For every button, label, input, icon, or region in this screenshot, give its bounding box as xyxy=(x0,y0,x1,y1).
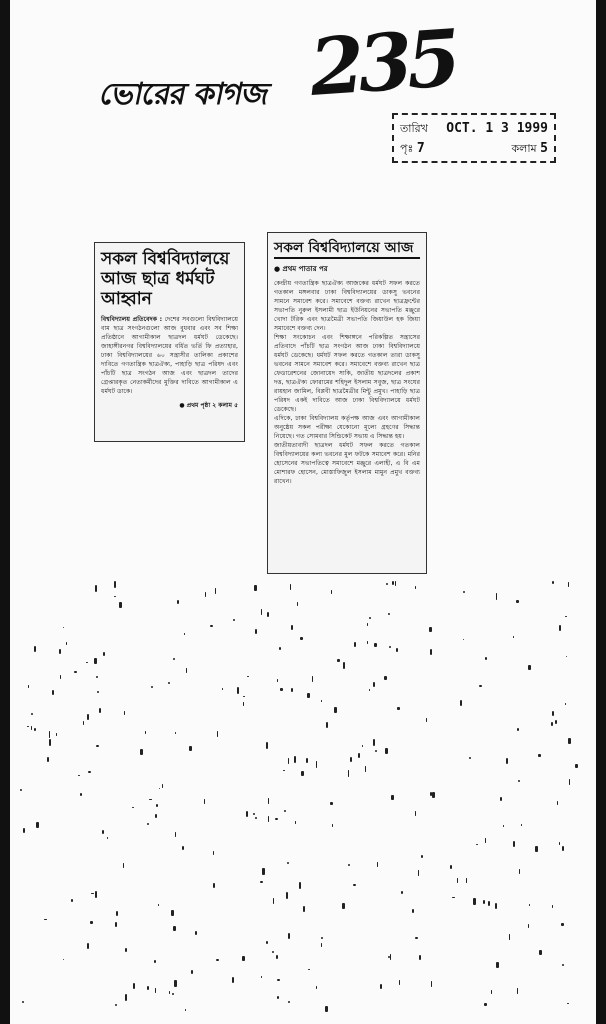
scan-speck xyxy=(484,1003,487,1005)
scan-speck xyxy=(34,728,36,731)
scan-speck xyxy=(431,981,432,987)
scan-speck xyxy=(321,937,324,939)
scan-speck xyxy=(469,757,470,759)
clipping-2-paragraph-2: শিক্ষা সংকোচন এবং শিক্ষাঙ্গনে পরিকল্পিত সন্ত্রাসের প্রতিবাদে পাঁচটি ছাত্র সংগঠন আজ ঢাকা বিশ্ববিদ্যালয়ে ধর্মঘট ডেকেছে। ধর্মঘট সফল করতে গতকাল তারা ডাকসু ভবনের সামনে সমাবেশ করে। সমাবেশে বক্তব্য রাখেন ছাত্র ফেডারেশনের জোনায়েদ সাকি, জাতীয় ছাত্রদলের প্রকাশ দত্ত, ছাত্রঐক্য ফোরামের শহিদুল ইসলাম সবুজ, ছাত্র সংঘের রায়হান জামিল, বিপ্লবী ছাত্রমৈত্রীর মিন্টু প্রমুখ। পাহাড়ি ছাত্র পরিষদ একই দাবিতে আজ ঢাকা বিশ্ববিদ্যালয়ে ধর্মঘট ডেকেছে। xyxy=(274,334,420,413)
scan-speck xyxy=(432,792,435,798)
scan-speck xyxy=(49,739,51,746)
scan-speck xyxy=(397,707,400,710)
scan-speck xyxy=(528,924,529,928)
scan-speck xyxy=(421,855,423,858)
scan-speck xyxy=(177,600,180,604)
scan-speck xyxy=(88,771,91,773)
scan-speck xyxy=(575,764,578,768)
scan-speck xyxy=(388,956,389,958)
newspaper-masthead: ভোরের কাগজ xyxy=(96,77,272,112)
scan-speck xyxy=(44,919,47,921)
scan-speck xyxy=(125,948,127,952)
scan-speck xyxy=(389,646,391,648)
scan-speck xyxy=(87,714,89,720)
scan-speck xyxy=(552,711,555,716)
scan-speck xyxy=(373,682,376,687)
scan-speck xyxy=(557,801,558,804)
scan-speck xyxy=(247,676,249,677)
scan-speck xyxy=(288,933,290,940)
scan-border-left xyxy=(0,0,10,1024)
scan-speck xyxy=(367,641,368,643)
scan-speck xyxy=(31,713,33,714)
scan-speck xyxy=(262,868,265,874)
scan-speck xyxy=(28,685,29,688)
scan-speck xyxy=(49,731,51,738)
scan-speck xyxy=(350,757,352,763)
scan-speck xyxy=(233,619,235,621)
scan-speck xyxy=(172,993,174,995)
scan-speck xyxy=(260,881,263,883)
scan-speck xyxy=(34,646,36,651)
scan-speck xyxy=(267,612,270,616)
scan-speck xyxy=(63,627,64,628)
scan-speck xyxy=(158,904,159,905)
scan-speck xyxy=(99,708,101,713)
clipping-1-headline: সকল বিশ্ববিদ্যালয়ে আজ ছাত্র ধর্মঘট আহ্বান xyxy=(101,249,230,309)
date-stamp xyxy=(392,113,556,163)
scan-speck xyxy=(125,994,126,1000)
scan-speck xyxy=(466,878,467,883)
scan-speck xyxy=(273,898,275,905)
handwritten-number: 235 xyxy=(307,13,458,114)
scan-speck xyxy=(473,898,476,905)
scan-speck xyxy=(375,750,378,752)
scan-speck xyxy=(388,613,390,615)
scan-speck xyxy=(297,602,299,606)
scan-speck xyxy=(495,903,497,909)
scan-speck xyxy=(353,884,355,885)
scan-speck xyxy=(331,590,333,593)
scan-speck xyxy=(460,700,462,707)
scan-speck xyxy=(343,662,345,669)
scan-speck xyxy=(286,892,288,899)
scan-speck xyxy=(277,996,280,999)
scan-speck xyxy=(321,700,323,702)
scan-speck xyxy=(418,870,419,876)
scan-speck xyxy=(485,838,486,843)
stamp-page-value: 7 xyxy=(416,141,425,156)
clipping-2-body xyxy=(274,279,420,486)
scan-speck xyxy=(559,842,561,845)
scan-speck xyxy=(140,749,142,754)
scan-speck xyxy=(87,943,90,949)
scan-speck xyxy=(568,738,570,744)
scan-speck xyxy=(521,824,522,826)
scan-speck xyxy=(500,797,503,801)
scan-speck xyxy=(277,679,278,683)
scan-speck xyxy=(115,922,117,927)
stamp-page-label: পৃঃ xyxy=(400,142,414,155)
scan-speck xyxy=(463,639,464,640)
archive-page xyxy=(10,0,596,1024)
scan-speck xyxy=(266,742,268,748)
scan-speck xyxy=(509,934,511,940)
scan-speck xyxy=(124,711,125,716)
scan-speck xyxy=(348,770,349,777)
scan-speck xyxy=(60,675,61,679)
scan-speck xyxy=(450,865,452,869)
scan-speck xyxy=(204,799,205,804)
scan-speck xyxy=(496,593,497,600)
scan-speck xyxy=(395,581,396,586)
scan-speck xyxy=(491,990,493,994)
scan-speck xyxy=(173,926,176,930)
scan-speck xyxy=(483,900,485,904)
stamp-column-value: 5 xyxy=(540,141,548,156)
scan-speck xyxy=(559,625,561,631)
scan-speck xyxy=(362,745,363,747)
scan-speck xyxy=(390,954,391,960)
news-clipping-2 xyxy=(267,232,427,574)
scan-speck xyxy=(280,688,283,691)
scan-speck xyxy=(90,921,93,924)
scan-speck xyxy=(565,703,566,705)
scan-speck xyxy=(222,688,223,690)
scan-speck xyxy=(308,969,311,970)
scan-speck xyxy=(538,754,541,758)
scan-speck xyxy=(91,893,94,894)
news-clipping-1 xyxy=(94,242,245,442)
scan-speck xyxy=(232,977,235,984)
scan-speck xyxy=(519,869,521,874)
scan-speck xyxy=(215,588,217,594)
scan-speck xyxy=(415,937,418,939)
clipping-2-headline: সকল বিশ্ববিদ্যালয়ে আজ xyxy=(274,239,420,259)
scan-speck xyxy=(261,609,262,616)
scan-speck xyxy=(384,676,387,680)
scan-speck xyxy=(189,746,192,751)
scan-speck xyxy=(330,802,333,805)
scan-speck xyxy=(114,596,115,597)
scan-speck xyxy=(115,1004,117,1006)
scan-speck xyxy=(237,687,239,694)
scan-speck xyxy=(391,795,394,800)
scan-speck xyxy=(36,822,38,827)
scan-speck xyxy=(334,707,337,713)
scan-speck xyxy=(71,899,73,901)
scan-speck xyxy=(412,909,414,913)
scan-speck xyxy=(539,950,541,955)
scan-speck xyxy=(66,642,67,645)
scan-speck xyxy=(59,649,60,654)
scan-speck xyxy=(299,882,302,888)
scan-speck xyxy=(145,731,146,734)
scan-speck xyxy=(156,804,158,806)
scan-speck xyxy=(186,668,187,673)
scan-speck xyxy=(52,690,54,694)
scan-speck xyxy=(506,758,508,764)
scan-speck xyxy=(399,980,400,986)
scan-speck xyxy=(255,817,257,820)
scan-speck xyxy=(155,814,157,818)
scan-speck xyxy=(386,583,387,585)
scan-speck xyxy=(429,627,432,633)
scan-speck xyxy=(283,770,285,772)
scan-speck xyxy=(415,811,416,817)
scan-speck xyxy=(562,846,564,851)
scan-speck xyxy=(565,616,568,617)
scan-speck xyxy=(373,739,375,746)
scan-speck xyxy=(517,988,519,995)
scan-speck xyxy=(97,691,99,693)
scan-speck xyxy=(86,662,88,663)
scan-speck xyxy=(213,883,215,889)
scan-speck xyxy=(365,766,367,772)
scan-speck xyxy=(457,878,458,883)
scan-speck xyxy=(369,689,371,691)
scan-speck xyxy=(332,824,333,827)
scan-speck xyxy=(513,841,514,847)
scan-speck xyxy=(96,676,98,678)
clipping-2-paragraph-3: এদিকে, ঢাকা বিশ্ববিদ্যালয় কর্তৃপক্ষ আজ এবং আগামীকাল অনুষ্ঠেয় সকল পরীক্ষা যেকোনো মূল্যে গ্রহণের সিদ্ধান্ত নিয়েছে। গত সোমবার সিন্ডিকেট সভায় এ সিদ্ধান্ত হয়। xyxy=(274,415,420,440)
scan-speck xyxy=(518,780,520,782)
scan-speck xyxy=(337,659,340,662)
scan-speck xyxy=(374,643,377,647)
scan-speck xyxy=(294,756,296,763)
scan-speck xyxy=(396,648,398,652)
scan-speck xyxy=(552,581,554,584)
scan-speck xyxy=(205,592,206,597)
scan-speck xyxy=(182,846,184,850)
scan-speck xyxy=(496,962,499,968)
stamp-column-label: কলাম xyxy=(511,142,537,155)
scan-speck xyxy=(253,813,254,815)
scan-speck xyxy=(321,943,323,948)
scan-speck xyxy=(488,901,490,906)
scan-speck xyxy=(246,811,248,817)
scan-speck xyxy=(358,753,361,758)
scan-speck xyxy=(348,864,350,866)
scan-speck xyxy=(151,686,153,689)
scan-speck xyxy=(184,633,185,635)
scan-speck xyxy=(114,581,117,588)
scan-speck xyxy=(162,784,163,788)
scan-speck xyxy=(561,923,564,925)
scan-speck xyxy=(517,728,518,730)
scan-speck xyxy=(242,956,244,961)
scan-speck xyxy=(342,903,345,908)
scan-speck xyxy=(133,983,135,989)
scan-speck xyxy=(377,862,378,868)
scan-speck xyxy=(95,585,97,591)
clipping-1-byline: বিশ্ববিদ্যালয় প্রতিবেদক : xyxy=(101,316,163,323)
scan-speck xyxy=(555,720,557,724)
scan-speck xyxy=(288,758,289,764)
scan-speck xyxy=(147,986,149,989)
scan-speck xyxy=(171,910,174,917)
scan-speck xyxy=(419,955,421,960)
scan-speck xyxy=(529,904,530,906)
scan-speck xyxy=(243,696,245,697)
scan-speck xyxy=(306,758,309,764)
scan-speck xyxy=(367,623,368,626)
scan-speck xyxy=(513,636,514,638)
scan-speck xyxy=(312,676,313,682)
scan-speck xyxy=(213,851,214,855)
scan-speck xyxy=(354,642,356,647)
clipping-1-text: দেশের সবগুলো বিশ্ববিদ্যালয়ে বাম ছাত্র সংগঠনগুলো আজ বুধবার এবং সব শিক্ষা প্রতিষ্ঠানে আগামীকাল ছাত্রদল ধর্মঘট ডেকেছে। জাহাঙ্গীরনগর বিশ্ববিদ্যালয়ের বর্ধিত ভর্তি ফি প্রত্যাহার, ঢাকা বিশ্ববিদ্যালয়ের ৬০ সন্ত্রাসীর তালিকা প্রকাশের দাবিতে গণতান্ত্রিক ছাত্রঐক্য, পাহাড়ি ছাত্র পরিষদ এবং পাঁচটি ছাত্র সংগঠন আজ এবং ছাত্রদল তাদের গ্রেপ্তারকৃত নেতাকর্মীদের মুক্তির দাবিতে আগামীকাল এ ধর্মঘট ডাকে। xyxy=(101,316,238,395)
scan-speck xyxy=(479,685,482,687)
scan-speck xyxy=(56,733,57,736)
scan-speck xyxy=(325,1006,327,1012)
scan-speck xyxy=(535,846,538,851)
scan-speck xyxy=(169,991,170,994)
scan-speck xyxy=(288,1001,291,1003)
scan-speck xyxy=(316,986,317,989)
scan-speck xyxy=(185,1009,186,1010)
scan-speck xyxy=(107,837,108,838)
clipping-1-continued: ● প্রথম পৃষ্ঠা ২ কলাম ৫ xyxy=(179,402,238,409)
scan-speck xyxy=(47,757,49,762)
scan-speck xyxy=(155,988,156,993)
scan-speck xyxy=(216,959,218,962)
scan-speck xyxy=(116,911,119,916)
scan-speck xyxy=(74,671,77,673)
scan-speck xyxy=(326,722,327,728)
scan-speck xyxy=(551,722,553,726)
scan-speck xyxy=(528,665,531,671)
scan-speck xyxy=(275,818,278,820)
scan-speck xyxy=(503,825,505,827)
scan-speck xyxy=(191,970,193,973)
scan-speck xyxy=(266,941,268,945)
scan-speck xyxy=(516,600,518,602)
scan-speck xyxy=(78,775,81,776)
scan-speck xyxy=(154,960,156,962)
scan-speck xyxy=(22,1001,24,1003)
scan-speck xyxy=(123,863,124,868)
scan-speck xyxy=(268,816,269,822)
scan-speck xyxy=(566,656,567,657)
scan-speck xyxy=(452,897,454,899)
scan-speck xyxy=(415,586,416,589)
scan-speck xyxy=(27,726,29,727)
scan-speck xyxy=(175,832,176,837)
scan-speck xyxy=(316,761,317,767)
scan-speck xyxy=(291,688,293,692)
scan-speck xyxy=(295,821,296,823)
scan-speck xyxy=(147,823,149,825)
scan-speck xyxy=(195,931,197,935)
scan-speck xyxy=(291,625,293,631)
scan-speck xyxy=(276,955,278,959)
clipping-2-paragraph-1: কেন্দ্রীয় গণতান্ত্রিক ছাত্রঐক্য আজকের ধর্মঘট সফল করতে গতকাল মঙ্গলবার ঢাকা বিশ্ববিদ্যালয়ের ডাকসু ভবনের সামনে সমাবেশ করে। সমাবেশে বক্তব্য রাখেন ছাত্রফ্রন্টের সভাপতি নুরুল ইসলামী ছাত্র ইউনিয়নের সভাপতি মঞ্জুরে খোদা টরিক এবং ছাত্রমৈত্রী সভাপতি জিয়াউল হক জিয়া সমাবেশে বক্তব্য দেন। xyxy=(274,280,420,332)
scan-speck xyxy=(132,807,134,808)
stamp-date-value: OCT. 1 3 1999 xyxy=(446,121,548,136)
scan-speck xyxy=(255,629,257,634)
scan-speck xyxy=(279,647,281,650)
scan-speck xyxy=(96,745,99,748)
clipping-2-subhead: ● প্রথম পাতার পর xyxy=(274,265,328,273)
scan-speck xyxy=(272,951,274,953)
scan-speck xyxy=(20,789,22,790)
scan-speck xyxy=(254,585,256,591)
scan-speck xyxy=(210,625,212,627)
scan-speck xyxy=(149,799,152,800)
scan-speck xyxy=(217,731,218,738)
scan-speck xyxy=(168,682,170,684)
scan-speck xyxy=(290,584,291,590)
scan-speck xyxy=(174,980,176,987)
scan-speck xyxy=(94,658,97,665)
scan-speck xyxy=(175,732,177,734)
scan-speck xyxy=(303,906,305,912)
scan-speck xyxy=(485,657,487,661)
scan-speck xyxy=(80,793,82,795)
scan-speck xyxy=(552,905,553,908)
scan-speck xyxy=(23,828,26,833)
scan-speck xyxy=(401,891,404,894)
scan-speck xyxy=(567,1003,569,1004)
scan-speck xyxy=(430,649,431,655)
scan-speck xyxy=(83,721,84,724)
scan-speck xyxy=(31,726,32,730)
scan-speck xyxy=(569,779,570,785)
scan-speck xyxy=(284,810,286,812)
scan-speck xyxy=(261,976,262,978)
scan-speck xyxy=(568,582,569,587)
scan-speck xyxy=(476,844,478,845)
scan-speck xyxy=(301,771,304,776)
scan-speck xyxy=(63,959,64,960)
scan-speck xyxy=(95,891,97,898)
scan-speck xyxy=(385,748,388,754)
scan-speck xyxy=(277,979,279,980)
scan-speck xyxy=(463,591,465,594)
scan-speck xyxy=(243,702,244,706)
scan-speck xyxy=(562,964,563,966)
clipping-2-paragraph-4: জাতীয়তাবাদী ছাত্রদল ধর্মঘট সফল করতে গতকাল বিশ্ববিদ্যালয়ের কলা ভবনের মুল ফটকে সমাবেশ করে। মনির হোসেনের সভাপতিত্বে সমাবেশে মঞ্জুরে এলাহী, এ বি এম মোশারফ হোসেন, মোস্তাফিজুল ইসলাম মামুন প্রমুখ বক্তব্য রাখেন। xyxy=(274,442,420,485)
scan-speck xyxy=(307,693,310,698)
scan-speck xyxy=(268,798,269,804)
scan-speck xyxy=(426,718,427,722)
scan-speck xyxy=(369,617,371,619)
scan-speck xyxy=(173,658,176,661)
clipping-1-body xyxy=(101,315,238,396)
scan-speck xyxy=(380,984,381,989)
scan-speck xyxy=(287,862,289,864)
scan-speck xyxy=(119,602,122,609)
scan-speck xyxy=(102,830,104,834)
scan-speck xyxy=(300,637,303,639)
stamp-date-label: তারিখ xyxy=(400,122,428,135)
scan-speck xyxy=(159,788,160,790)
scan-speck xyxy=(103,652,105,656)
scan-border-right xyxy=(596,0,606,1024)
